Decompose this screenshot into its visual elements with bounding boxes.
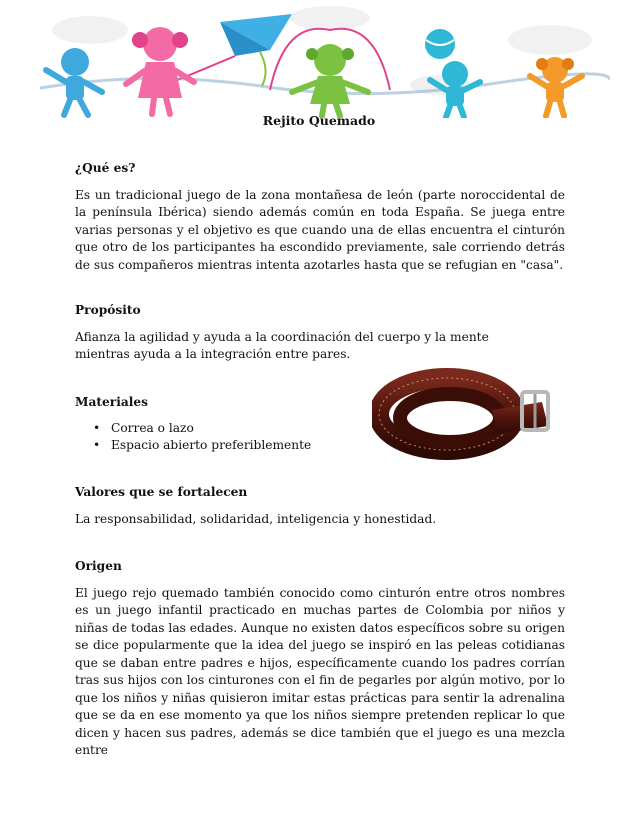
- document-body: [75, 160, 565, 788]
- section-que-es: [75, 160, 565, 274]
- section-heading: Origen: [75, 559, 122, 573]
- list-item: • Correa o lazo: [111, 420, 565, 437]
- belt-photo: [372, 362, 566, 460]
- document-title: Rejito Quemado: [262, 113, 376, 128]
- section-heading: Valores que se fortalecen: [75, 485, 248, 499]
- section-proposito: [75, 302, 565, 364]
- section-valores: [75, 484, 565, 528]
- ball-icon: [425, 29, 455, 59]
- section-heading: Materiales: [75, 394, 148, 409]
- child-pink-figure: [126, 27, 194, 114]
- section-paragraph: Afianza la agilidad y ayuda a la coordinación del cuerpo y la mente mientras ayuda a la integración entre pares.: [75, 329, 489, 361]
- section-paragraph: El juego rejo quemado también conocido como cinturón entre otros nombres es un juego infantil practicado en muchas partes de Colombia por niños y niñas de todas las edades. Aunque no existen datos específicos sobre su origen se dice popularmente que la idea del juego se inspiró en las peleas cotidianas que se daban entre padres e hijos, específicamente cuando los padres corrían tras sus hijos con los cinturones con el fin de pegarles por algún motivo, por lo que los niños y niñas quisieron imitar estas prácticas para sentir la adrenalina que se da en ese momento ya que los niños siempre pretenden replicar lo que dicen y hacen sus padres, además se dice también que el juego es una mezcla entre: [75, 585, 565, 757]
- children-playing-banner: [30, 0, 610, 118]
- section-origen: [75, 558, 565, 760]
- section-heading: Propósito: [75, 303, 141, 317]
- section-paragraph: Es un tradicional juego de la zona montañesa de león (parte noroccidental de la península Ibérica) siendo además común en toda España. Se juega entre varias personas y el objetivo es que cuando una de ellas encuentra el cinturón que otro de los participantes ha escondido previamente, sale corriendo detrás de sus compañeros mientras intenta azotarles hasta que se refugian en "casa".: [75, 187, 565, 272]
- child-orange-figure: [530, 57, 582, 116]
- list-item: • Espacio abierto preferiblemente: [111, 437, 565, 454]
- section-paragraph: La responsabilidad, solidaridad, inteligencia y honestidad.: [75, 511, 437, 526]
- section-heading: ¿Qué es?: [75, 161, 136, 175]
- child-green-figure: [270, 29, 390, 116]
